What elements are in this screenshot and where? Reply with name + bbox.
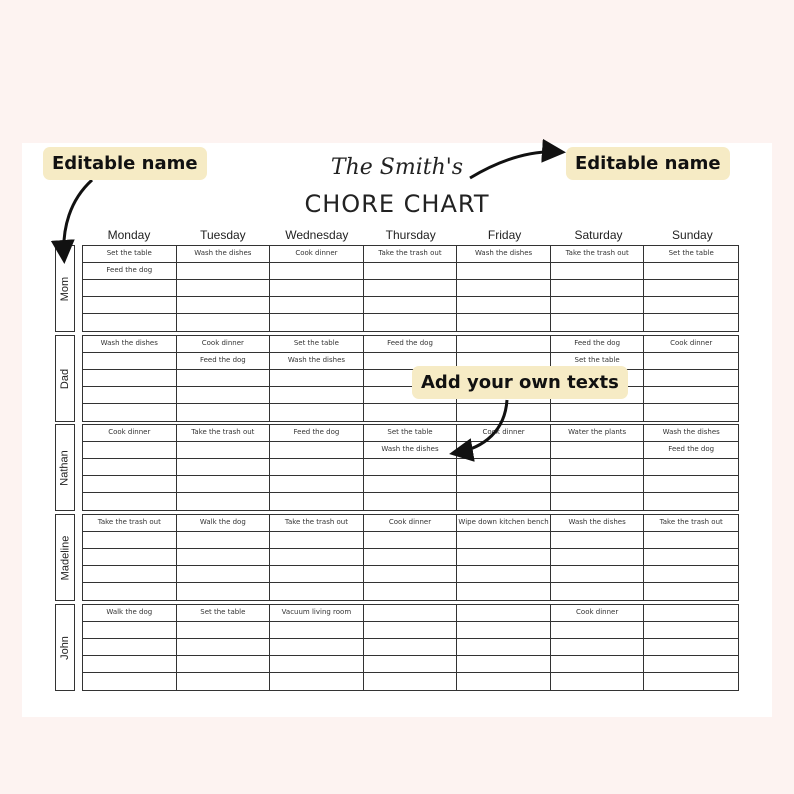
chore-cell[interactable]: Take the trash out (364, 246, 458, 263)
chore-cell[interactable]: Wash the dishes (644, 425, 738, 442)
chore-cell[interactable]: Cook dinner (364, 515, 458, 532)
chore-cell[interactable]: Set the table (177, 605, 271, 622)
chore-cell[interactable]: Wash the dishes (270, 353, 364, 370)
chore-cell[interactable]: Feed the dog (364, 336, 458, 353)
family-name: The Smith's (330, 155, 464, 180)
day-header-sunday: Sunday (672, 228, 713, 242)
day-header-monday: Monday (107, 228, 151, 242)
chore-cell[interactable]: Set the table (364, 425, 458, 442)
chore-cell[interactable]: Walk the dog (83, 605, 177, 622)
chore-cell[interactable]: Feed the dog (644, 442, 738, 459)
chore-cell[interactable]: Take the trash out (644, 515, 738, 532)
chart-title: CHORE CHART (304, 190, 490, 218)
day-header-tuesday: Tuesday (200, 228, 246, 242)
day-header-friday: Friday (487, 228, 522, 242)
chore-cell[interactable]: Cook dinner (551, 605, 645, 622)
chore-cell[interactable]: Feed the dog (83, 263, 177, 280)
chore-cell[interactable]: Feed the dog (177, 353, 271, 370)
chore-cell[interactable]: Wipe down kitchen bench (457, 515, 551, 532)
chore-cell[interactable]: Feed the dog (270, 425, 364, 442)
add-texts-callout: Add your own texts (412, 366, 628, 399)
chore-cell[interactable]: Wash the dishes (83, 336, 177, 353)
arrow-left-icon (64, 180, 92, 258)
chore-cell[interactable]: Set the table (270, 336, 364, 353)
person-name: Nathan (59, 449, 72, 486)
chore-cell[interactable]: Feed the dog (551, 336, 645, 353)
day-header-thursday: Thursday (385, 228, 436, 242)
person-name: John (59, 635, 72, 660)
arrow-right-icon (470, 152, 560, 178)
chore-cell[interactable]: Cook dinner (457, 425, 551, 442)
editable-name-callout-left: Editable name (43, 147, 207, 180)
chore-cell[interactable]: Wash the dishes (551, 515, 645, 532)
person-name: Madeline (59, 535, 72, 580)
chore-cell[interactable]: Vacuum living room (270, 605, 364, 622)
day-header-saturday: Saturday (574, 228, 623, 242)
chore-cell[interactable]: Water the plants (551, 425, 645, 442)
person-name: Dad (59, 368, 71, 389)
arrow-texts-icon (455, 400, 507, 453)
chore-cell[interactable]: Take the trash out (177, 425, 271, 442)
chore-cell[interactable]: Set the table (644, 246, 738, 263)
chore-cell[interactable]: Wash the dishes (364, 442, 458, 459)
chore-cell[interactable]: Cook dinner (83, 425, 177, 442)
chore-cell[interactable]: Take the trash out (551, 246, 645, 263)
chore-cell[interactable]: Wash the dishes (177, 246, 271, 263)
chore-cell[interactable]: Set the table (83, 246, 177, 263)
chore-cell[interactable]: Take the trash out (270, 515, 364, 532)
person-name: Mom (59, 276, 72, 301)
chore-cell[interactable]: Take the trash out (83, 515, 177, 532)
chore-cell[interactable]: Cook dinner (644, 336, 738, 353)
chore-cell[interactable]: Wash the dishes (457, 246, 551, 263)
chore-cell[interactable]: Cook dinner (177, 336, 271, 353)
chore-cell[interactable]: Set the table (551, 353, 645, 370)
chore-cell[interactable]: Cook dinner (270, 246, 364, 263)
chore-cell[interactable]: Walk the dog (177, 515, 271, 532)
day-header-wednesday: Wednesday (285, 228, 349, 242)
editable-name-callout-right: Editable name (566, 147, 730, 180)
